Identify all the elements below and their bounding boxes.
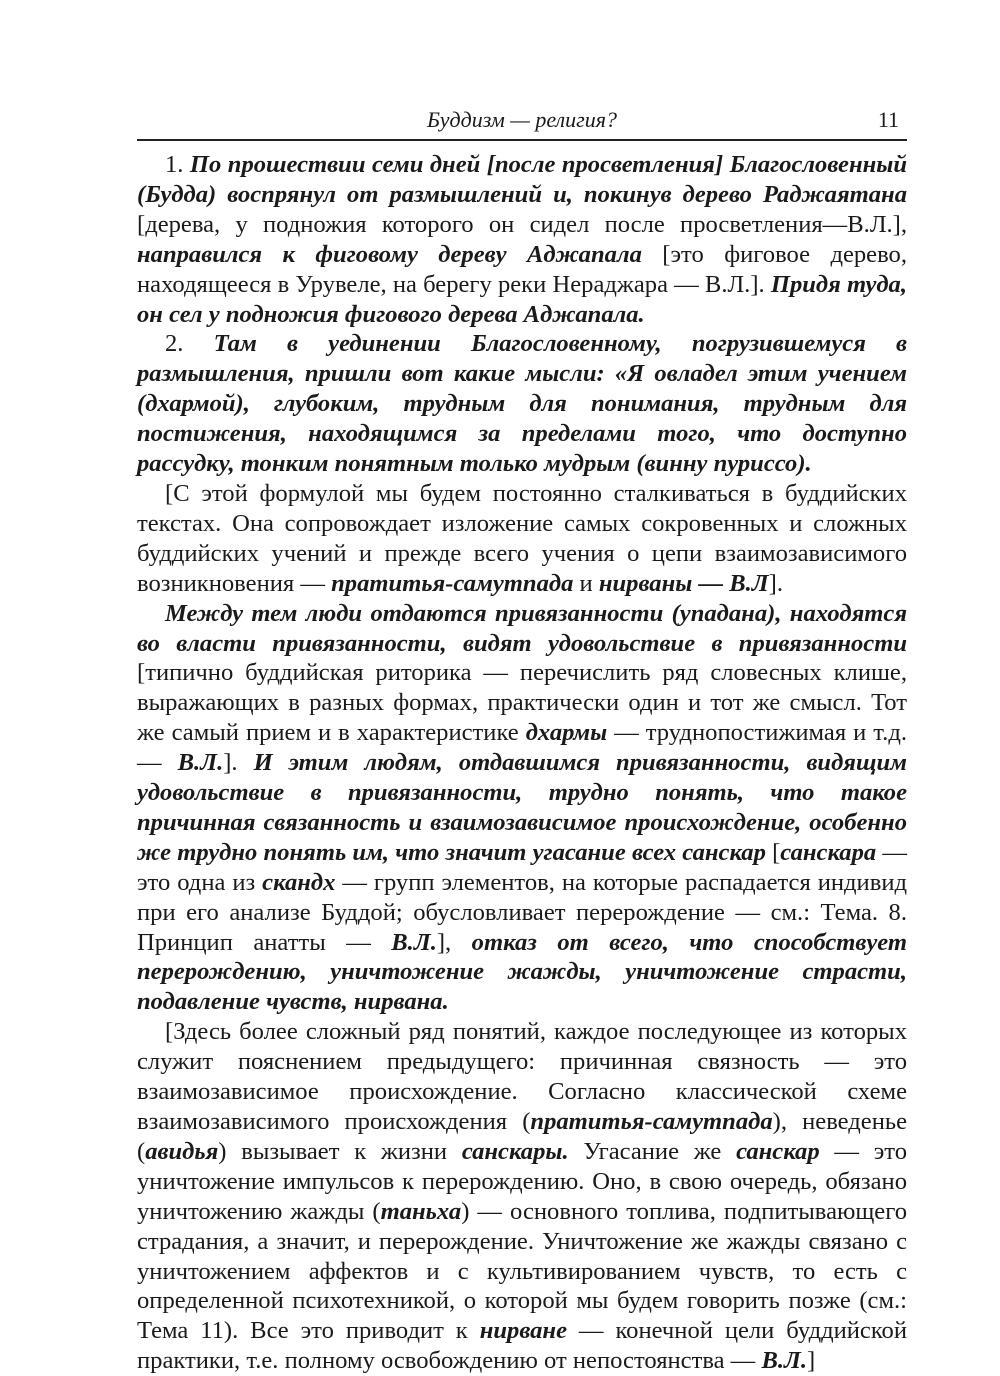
text-run: [дерева, у подножия которого он сидел после просветления—В.Л.],: [137, 210, 907, 238]
text-run: [это фиговое дерево, находящееся в Урувеле, на берегу реки Нераджара — В.Л.].: [137, 240, 907, 298]
text-run: — конечной цели буддийской практики, т.е. полному освобождению от непостоянства —: [137, 1317, 907, 1375]
italic-text-run: нирваны — В.Л: [598, 569, 769, 597]
italic-text-run: По прошествии семи дней [после просветления] Благословенный (Будда) воспрянул от размышлений и, покинув дерево Раджаятана: [137, 151, 907, 208]
italic-text-run: авидья: [145, 1137, 219, 1165]
italic-text-run: отказ от всего, что способствует перерождению, уничтожение жажды, уничтожение страсти, подавление чувств, нирвана.: [137, 928, 907, 1016]
paragraph-1: [137, 150, 907, 329]
running-title: Буддизм — религия?: [427, 107, 617, 132]
italic-text-run: В.Л.: [177, 749, 224, 777]
italic-text-run: таньха: [380, 1197, 462, 1225]
running-header: [137, 103, 907, 141]
italic-text-run: пратитья-самутпада: [530, 1108, 773, 1135]
text-run: [С этой формулой мы будем постоянно сталкиваться в буддийских текстах. Она сопровождает изложение самых сокровенных и сложных буддийских учений и прежде всего учения о цепи взаимозависимого возникновения —: [137, 479, 907, 597]
italic-text-run: И этим людям, отдавшимся привязанности, видящим удовольствие в привязанности, трудно понять, что такое причинная связанность и взаимозависимое происхождение, особенно же трудно понять им, что значит угасание всех санскар: [137, 749, 907, 866]
text-run: и: [573, 569, 599, 597]
text-run: ],: [436, 928, 472, 956]
paragraph-3: [137, 479, 907, 599]
italic-text-run: направился к фиговому дереву Аджапала: [137, 240, 663, 268]
text-run: [: [772, 838, 781, 866]
text-run: 1.: [165, 151, 190, 178]
text-run: ) — основного топлива, подпитывающего страдания, а значит, и перерождение. Уничтожение же жажды связано с уничтожением аффектов и с культивированием чувств, то есть с определенной психотехникой, о которой мы будем говорить позже (см.: Тема 11). Все это приводит к: [137, 1197, 907, 1345]
italic-text-run: нирване: [479, 1317, 568, 1345]
text-run: ) вызывает к жизни: [218, 1137, 462, 1165]
text-run: ), неведенье (: [137, 1108, 907, 1165]
italic-text-run: скандх: [262, 868, 336, 896]
page-body: [137, 150, 907, 1376]
text-run: — это уничтожение импульсов к перерождению. Оно, в свою очередь, обязано уничтожению жажды (: [137, 1137, 908, 1225]
italic-text-run: В.Л.: [391, 928, 437, 956]
italic-text-run: дхармы: [525, 719, 608, 747]
paragraph-2: [137, 329, 907, 479]
italic-text-run: В.Л.: [761, 1347, 808, 1375]
italic-text-run: санскары.: [461, 1137, 569, 1165]
text-run: ]: [807, 1347, 816, 1375]
text-run: — труднопостижимая и т.д. —: [137, 719, 907, 777]
text-run: ].: [768, 569, 783, 597]
italic-text-run: санскара: [780, 838, 877, 866]
italic-text-run: санскар: [736, 1137, 820, 1165]
text-run: [Здесь более сложный ряд понятий, каждое последующее из которых служит пояснением предыдущего: причинная связность — это взаимозависимое происхождение. Согласно классической схеме взаимозависимого происхождения (: [137, 1018, 907, 1135]
text-run: — это одна из: [137, 838, 907, 896]
text-run: [типично буддийская риторика — перечислить ряд словесных клише, выражающих в разных формах, практически один и тот же смысл. Тот же самый прием и в характеристике: [137, 659, 907, 747]
paragraph-4: [137, 599, 907, 1018]
italic-text-run: Там в уединении Благословенному, погрузившемуся в размышления, пришли вот какие мысли: «Я овладел этим учением (дхармой), глубоким, трудным для понимания, трудным для постижения, находящимся за пределами того, что доступно рассудку, тонким понятным только мудрым (винну пуриссо).: [137, 330, 907, 478]
text-run: ].: [223, 749, 254, 777]
italic-text-run: пратитья-самутпада: [331, 569, 574, 597]
italic-text-run: Между тем люди отдаются привязанности (упадана), находятся во власти привязанности, видят удовольствие в привязанности: [137, 599, 907, 657]
text-run: 2.: [165, 330, 214, 358]
text-run: Угасание же: [568, 1137, 737, 1165]
text-run: — групп элементов, на которые распадается индивид при его анализе Буддой; обусловливает перерождение — см.: Тема. 8. Принцип анатты —: [137, 868, 907, 956]
paragraph-5: [137, 1017, 907, 1376]
italic-text-run: Придя туда, он сел у подножия фигового дерева Аджапала.: [137, 270, 907, 328]
page-number: 11: [877, 107, 899, 132]
